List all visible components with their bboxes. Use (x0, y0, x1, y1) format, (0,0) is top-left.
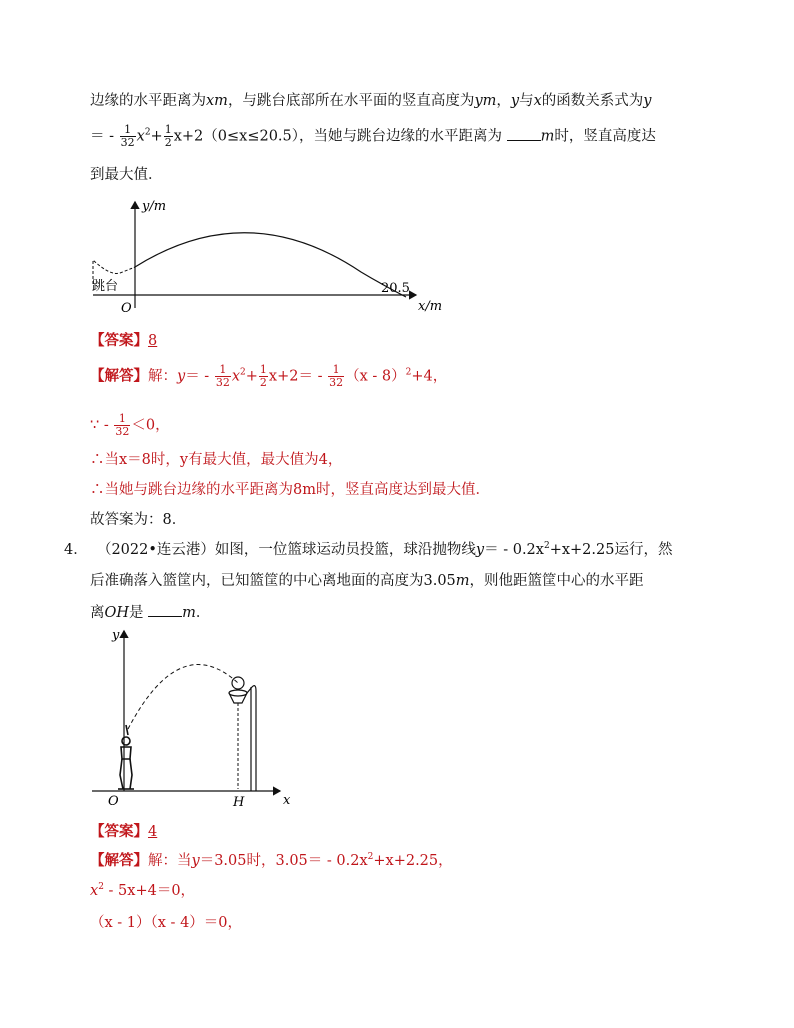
exponent: 2 (240, 367, 246, 378)
sol-text: 解： (148, 368, 177, 385)
q3-var-x: x (136, 128, 145, 145)
q3-final (90, 510, 186, 530)
question-number: 4． (64, 542, 88, 558)
solution-label: 【解答】 (90, 852, 148, 869)
fraction (164, 124, 173, 149)
sol-text: （x - 1）（x - 4）＝0， (90, 915, 243, 931)
q4-unit: m (455, 573, 470, 589)
q4-eq-1 (90, 881, 195, 901)
sol-text: ＝3.05时，3.05＝ - 0.2x (199, 853, 368, 869)
sol-text: ∴当x＝8时，y有最大值，最大值为4， (90, 452, 343, 468)
sol-text: ＝ - (185, 368, 210, 385)
trajectory-curve (135, 233, 406, 297)
q4-text: 是 (129, 605, 144, 621)
basketball-player (118, 725, 134, 789)
origin-label: O (121, 301, 132, 316)
q4-text: ． (195, 605, 211, 621)
q3-var-xm: xm (206, 93, 228, 109)
q4-solution-line (90, 851, 453, 871)
q3-text: ， (496, 93, 511, 109)
q3-range: （0≤x≤20.5） (203, 128, 300, 145)
exponent: 2 (543, 541, 550, 552)
q3-answer (90, 331, 157, 351)
fraction (328, 364, 344, 389)
q4-text: +x+2.25运行，然 (549, 542, 673, 558)
exponent: 2 (405, 367, 412, 378)
sol-text: （x - 8） (345, 368, 406, 385)
q3-text: 边缘的水平距离为 (90, 93, 206, 109)
q3-text: 与 (519, 93, 534, 109)
answer-blank (148, 602, 182, 617)
fraction (120, 124, 136, 149)
sol-var: x (231, 368, 241, 385)
frac-den: 32 (115, 425, 130, 438)
q4-line-2 (90, 571, 644, 591)
frac-num: 1 (215, 364, 231, 377)
sol-text: ∵ - (90, 417, 109, 434)
sol-text: x+2＝ - (268, 368, 323, 385)
basketball-hoop (229, 677, 256, 791)
q3-because (90, 413, 170, 438)
q3-graph (88, 196, 468, 321)
q3-text: + (150, 128, 163, 145)
q3-text: ，与跳台底部所在水平面的竖直高度为 (227, 93, 475, 109)
sol-text: +x+2.25， (373, 853, 453, 869)
q3-therefore-2 (90, 480, 490, 500)
sol-text: - 5x+4＝0， (103, 883, 196, 899)
sol-text: +4， (411, 368, 448, 385)
frac-den: 2 (164, 136, 172, 149)
sol-var: x (90, 883, 99, 899)
q4-var: y (475, 542, 485, 558)
fraction (215, 364, 231, 389)
y-axis-label: y (112, 628, 120, 643)
q3-var-x: x (533, 93, 542, 109)
sol-var: y (177, 368, 186, 385)
q3-therefore-1 (90, 450, 342, 470)
q4-var: OH (104, 605, 130, 621)
platform-label: 跳台 (92, 279, 119, 294)
frac-num: 1 (328, 364, 344, 377)
sol-text: 解：当 (148, 853, 192, 869)
x-axis-label: x/m (418, 299, 443, 314)
q3-line-2 (90, 124, 656, 149)
q4-text: 后准确落入篮筐内，已知篮筐的中心离地面的高度为3.05 (90, 573, 456, 589)
frac-den: 32 (215, 376, 230, 389)
frac-num: 1 (114, 413, 130, 426)
y-axis-label: y/m (142, 199, 167, 214)
sol-text: ＜0， (131, 417, 170, 434)
q3-var-y: y (510, 93, 520, 109)
sol-text: + (245, 368, 258, 385)
origin-label: O (108, 794, 119, 809)
q3-text: 的函数关系式为 (541, 93, 644, 109)
q3-text: ＝ - (90, 128, 115, 145)
q4-line-3 (90, 602, 210, 623)
q4-unit: m (182, 605, 196, 621)
solution-label: 【解答】 (90, 367, 148, 385)
q3-var-ym: ym (474, 93, 497, 109)
fraction (259, 364, 268, 389)
frac-num: 1 (120, 124, 136, 137)
answer-blank (507, 126, 541, 141)
q4-answer (90, 822, 157, 842)
exponent: 2 (144, 127, 151, 138)
frac-den: 32 (120, 136, 135, 149)
answer-value: 4 (148, 824, 158, 840)
q3-line-3 (90, 165, 163, 185)
final-answer: 故答案为：8． (90, 512, 187, 528)
frac-num: 1 (259, 363, 267, 376)
q4-text: （2022•连云港）如图，一位篮球运动员投篮，球沿抛物线 (96, 542, 476, 558)
q3-solution-line (90, 364, 447, 389)
q3-line-1 (90, 91, 651, 111)
q3-text: 到最大值． (90, 167, 163, 183)
frac-den: 2 (259, 376, 267, 389)
q4-text: ，则他距篮筐中心的水平距 (469, 573, 644, 589)
q3-text: x+2 (173, 128, 204, 145)
h-label: H (233, 795, 245, 810)
answer-label: 【答案】 (90, 332, 148, 349)
frac-den: 32 (329, 376, 344, 389)
q4-eq-2 (90, 913, 242, 933)
q4-line-1 (64, 540, 672, 560)
q3-text: ，当她与跳台边缘的水平距离为 (299, 128, 503, 145)
sol-text: ∴当她与跳台边缘的水平距离为8m时，竖直高度达到最大值． (90, 482, 490, 498)
ball-trajectory (128, 665, 238, 729)
sol-var: y (191, 853, 200, 869)
q4-graph (90, 625, 300, 810)
q3-var-y: y (643, 93, 652, 109)
frac-num: 1 (164, 123, 172, 136)
q3-unit: m (540, 128, 555, 145)
answer-value: 8 (148, 333, 158, 349)
x-mark-label: 20.5 (381, 281, 410, 296)
q4-text: 离 (90, 605, 105, 621)
q3-text: 时，竖直高度达 (554, 128, 656, 145)
exponent: 2 (98, 882, 104, 893)
x-axis-label: x (283, 793, 291, 808)
q4-text: ＝ - 0.2x (484, 542, 544, 558)
answer-label: 【答案】 (90, 823, 148, 840)
fraction (114, 413, 130, 438)
exponent: 2 (367, 852, 374, 863)
